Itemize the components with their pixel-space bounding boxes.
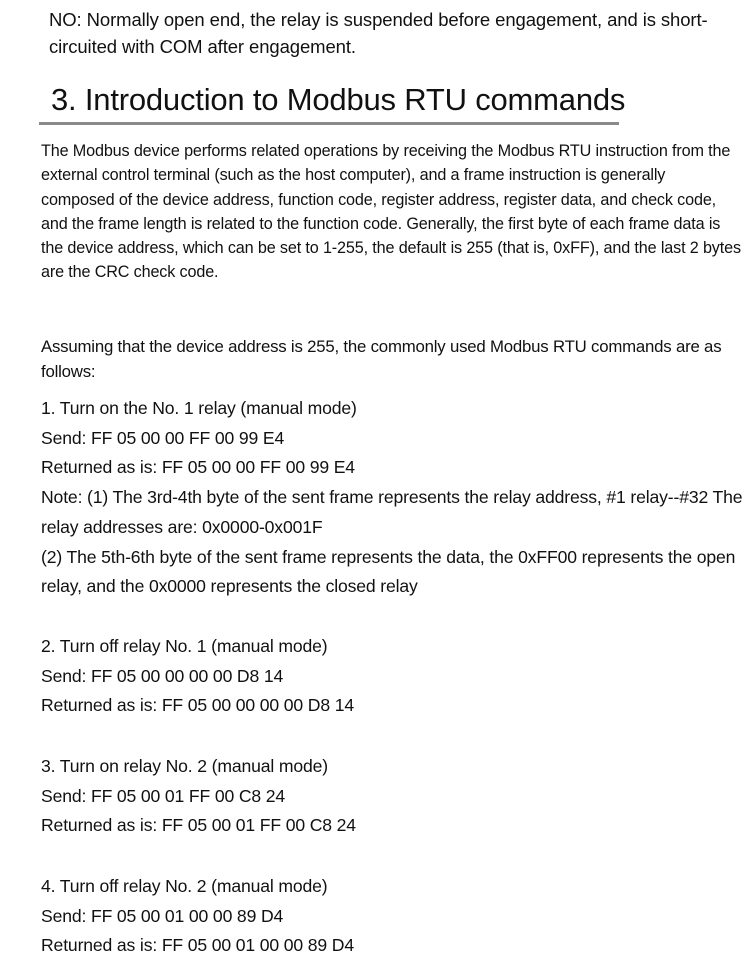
command-send: Send: FF 05 00 00 FF 00 99 E4: [41, 427, 285, 448]
command-returned: Returned as is: FF 05 00 00 00 00 D8 14: [41, 695, 354, 716]
command-returned: Returned as is: FF 05 00 00 FF 00 99 E4: [41, 457, 355, 478]
command-note-1: Note: (1) The 3rd-4th byte of the sent frame represents the relay address, #1 relay--#32 The relay addresses are: 0x0000-0x001F: [41, 487, 743, 537]
command-send: Send: FF 05 00 01 00 00 89 D4: [41, 905, 284, 926]
heading-underline: [39, 122, 619, 125]
command-title: 1. Turn on the No. 1 relay (manual mode): [41, 398, 357, 418]
command-title: 4. Turn off relay No. 2 (manual mode): [41, 876, 328, 896]
command-returned: Returned as is: FF 05 00 01 00 00 89 D4: [41, 935, 354, 956]
command-block-4: [41, 872, 746, 961]
section-heading: 3. Introduction to Modbus RTU commands: [51, 82, 626, 117]
section-intro-paragraph: The Modbus device performs related operations by receiving the Modbus RTU instruction from the external control terminal (such as the host computer), and a frame instruction is generally composed of the device address, function code, register address, register data, and check code, and the frame length is related to the function code. Generally, the first byte of each frame data is the device address, which can be set to 1-255, the default is 255 (that is, 0xFF), and the last 2 bytes are the CRC check code.: [41, 142, 741, 282]
command-title: 2. Turn off relay No. 1 (manual mode): [41, 636, 328, 656]
command-block-3: [41, 752, 746, 841]
assumption-paragraph: Assuming that the device address is 255, the commonly used Modbus RTU commands are as follows:: [41, 337, 722, 381]
command-note-2: (2) The 5th-6th byte of the sent frame represents the data, the 0xFF00 represents the open relay, and the 0x0000 represents the closed relay: [41, 546, 736, 597]
command-block-1: [41, 394, 746, 602]
no-terminal-description: NO: Normally open end, the relay is suspended before engagement, and is short-circuited with COM after engagement.: [49, 9, 708, 57]
command-send: Send: FF 05 00 01 FF 00 C8 24: [41, 785, 286, 806]
command-send: Send: FF 05 00 00 00 00 D8 14: [41, 665, 284, 686]
command-title: 3. Turn on relay No. 2 (manual mode): [41, 756, 328, 776]
command-returned: Returned as is: FF 05 00 01 FF 00 C8 24: [41, 815, 356, 836]
command-block-2: [41, 632, 746, 721]
